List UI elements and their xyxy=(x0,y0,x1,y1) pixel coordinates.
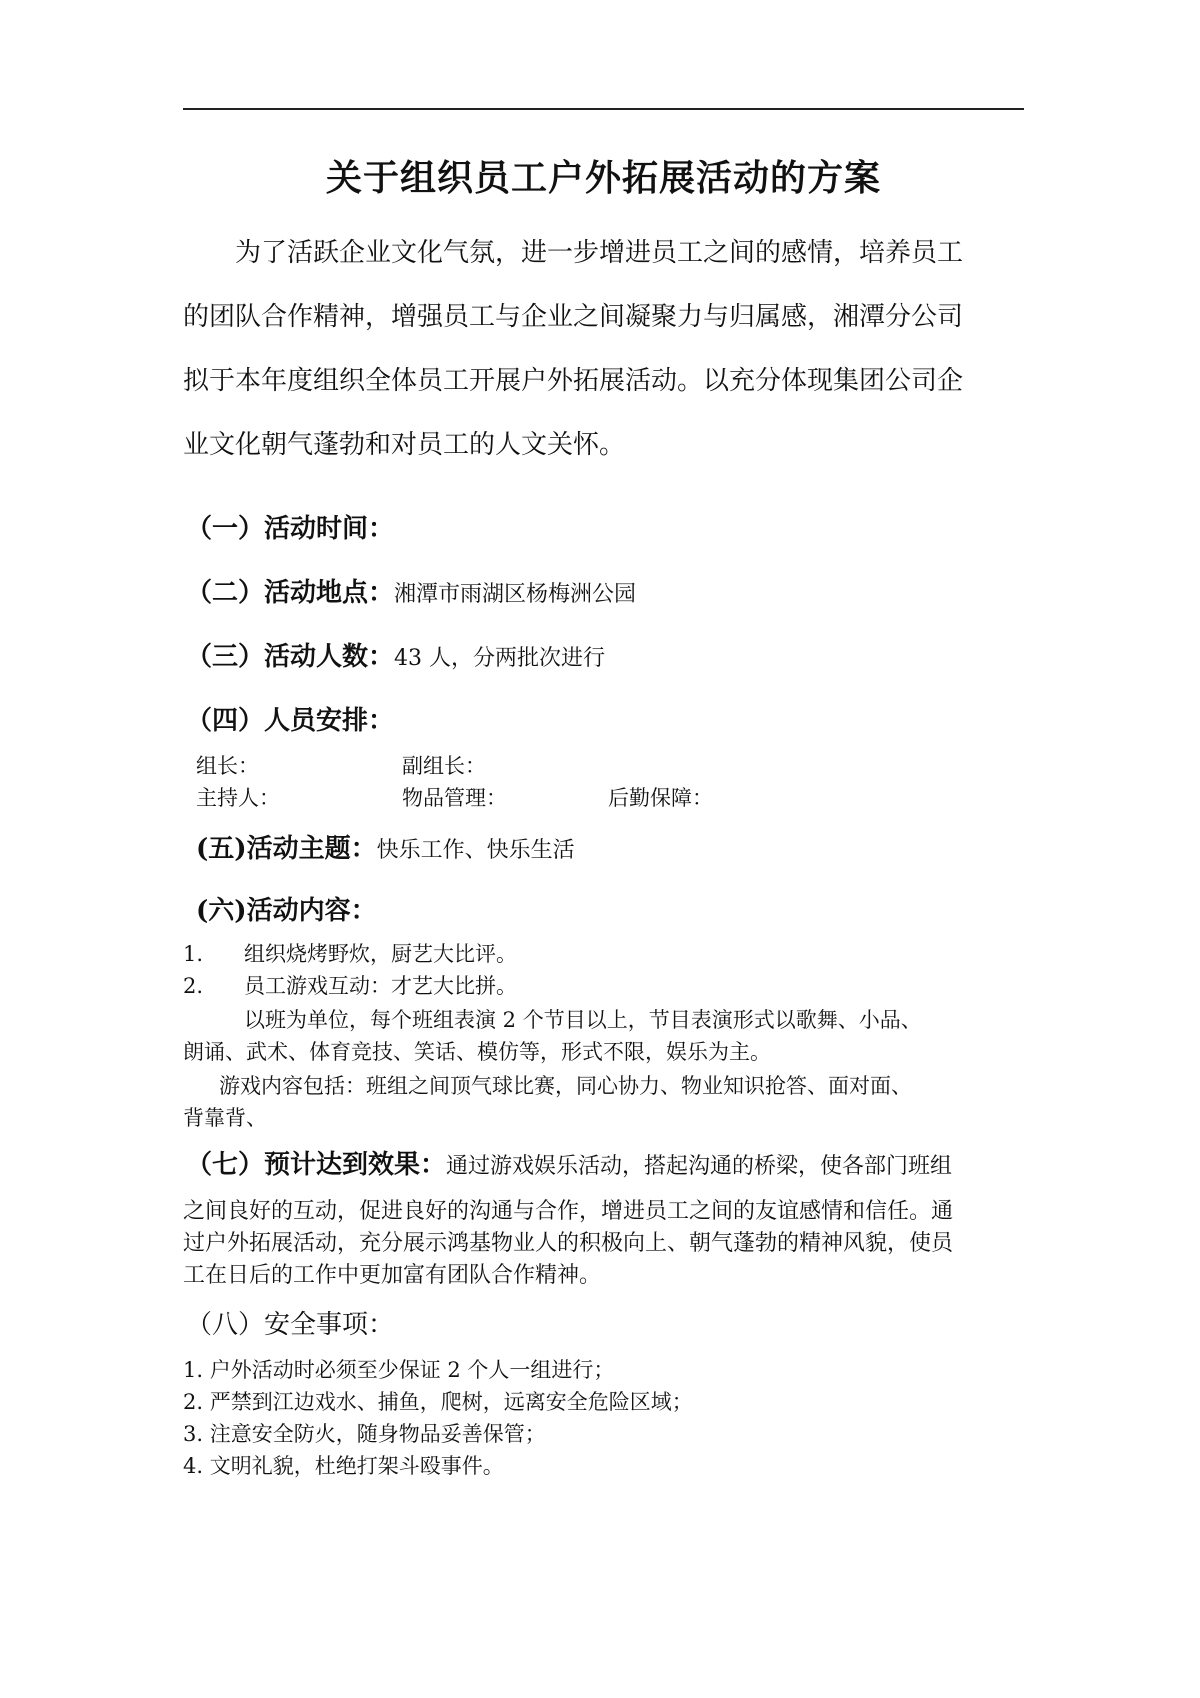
document-title: 关于组织员工户外拓展活动的方案 xyxy=(325,157,881,199)
section-heading: （八）安全事项： xyxy=(186,1310,395,1340)
section-heading: （二）活动地点： xyxy=(186,578,395,608)
role-goods: 物品管理： xyxy=(402,786,507,810)
section-value: 快乐工作、快乐生活 xyxy=(376,838,575,863)
section-location xyxy=(186,572,636,609)
intro-line: 拟于本年度组织全体员工开展户外拓展活动。以充分体现集团公司企 xyxy=(183,366,964,396)
intro-line: 的团队合作精神，增强员工与企业之间凝聚力与归属感，湘潭分公司 xyxy=(183,302,964,332)
content-item-num: 2. xyxy=(183,974,204,998)
effect-line: 工在日后的工作中更加富有团队合作精神。 xyxy=(183,1263,602,1288)
section-time xyxy=(186,508,394,545)
section-heading: （一）活动时间： xyxy=(186,514,395,544)
role-deputy: 副组长： xyxy=(402,754,486,778)
section-heading: (六)活动内容： xyxy=(196,896,377,926)
content-item-num: 1. xyxy=(183,942,204,966)
section-value: 43 人，分两批次进行 xyxy=(394,646,606,671)
safety-item: 2. 严禁到江边戏水、捕鱼，爬树，远离安全危险区域； xyxy=(183,1390,693,1414)
role-leader: 组长： xyxy=(196,754,259,778)
section-heading: (五)活动主题： xyxy=(196,834,377,864)
effect-line: 过户外拓展活动，充分展示鸿基物业人的积极向上、朝气蓬勃的精神风貌，使员 xyxy=(183,1231,954,1256)
section-value: 湘潭市雨湖区杨梅洲公园 xyxy=(394,582,637,607)
header-rule xyxy=(183,108,1024,110)
content-item-text: 组织烧烤野炊，厨艺大比评。 xyxy=(244,942,517,966)
content-paragraph-line: 朗诵、武术、体育竞技、笑话、模仿等，形式不限，娱乐为主。 xyxy=(183,1040,771,1064)
safety-item: 1. 户外活动时必须至少保证 2 个人一组进行； xyxy=(183,1358,615,1382)
content-paragraph-line: 以班为单位，每个班组表演 2 个节目以上，节目表演形式以歌舞、小品、 xyxy=(244,1008,922,1032)
section-effect xyxy=(186,1144,952,1181)
section-value: 通过游戏娱乐活动，搭起沟通的桥梁，使各部门班组 xyxy=(446,1154,953,1179)
role-host: 主持人： xyxy=(196,786,280,810)
intro-paragraph xyxy=(183,221,1024,477)
intro-line: 业文化朝气蓬勃和对员工的人文关怀。 xyxy=(183,430,626,460)
content-paragraph-line: 游戏内容包括：班组之间顶气球比赛，同心协力、物业知识抢答、面对面、 xyxy=(219,1074,912,1098)
content-item-text: 员工游戏互动：才艺大比拼。 xyxy=(244,974,517,998)
section-theme xyxy=(196,828,575,865)
section-staffing xyxy=(186,700,394,737)
section-heading: （四）人员安排： xyxy=(186,706,395,736)
section-safety xyxy=(186,1304,394,1341)
content-paragraph-line: 背靠背、 xyxy=(183,1106,267,1130)
role-logistics: 后勤保障： xyxy=(608,786,713,810)
safety-item: 3. 注意安全防火，随身物品妥善保管； xyxy=(183,1422,546,1446)
section-heading: （七）预计达到效果： xyxy=(186,1150,447,1180)
section-headcount xyxy=(186,636,605,673)
section-content xyxy=(196,890,377,927)
intro-line: 为了活跃企业文化气氛，进一步增进员工之间的感情，培养员工 xyxy=(235,238,964,268)
safety-item: 4. 文明礼貌，杜绝打架斗殴事件。 xyxy=(183,1454,504,1478)
section-heading: （三）活动人数： xyxy=(186,642,395,672)
effect-line: 之间良好的互动，促进良好的沟通与合作，增进员工之间的友谊感情和信任。通 xyxy=(183,1199,954,1224)
